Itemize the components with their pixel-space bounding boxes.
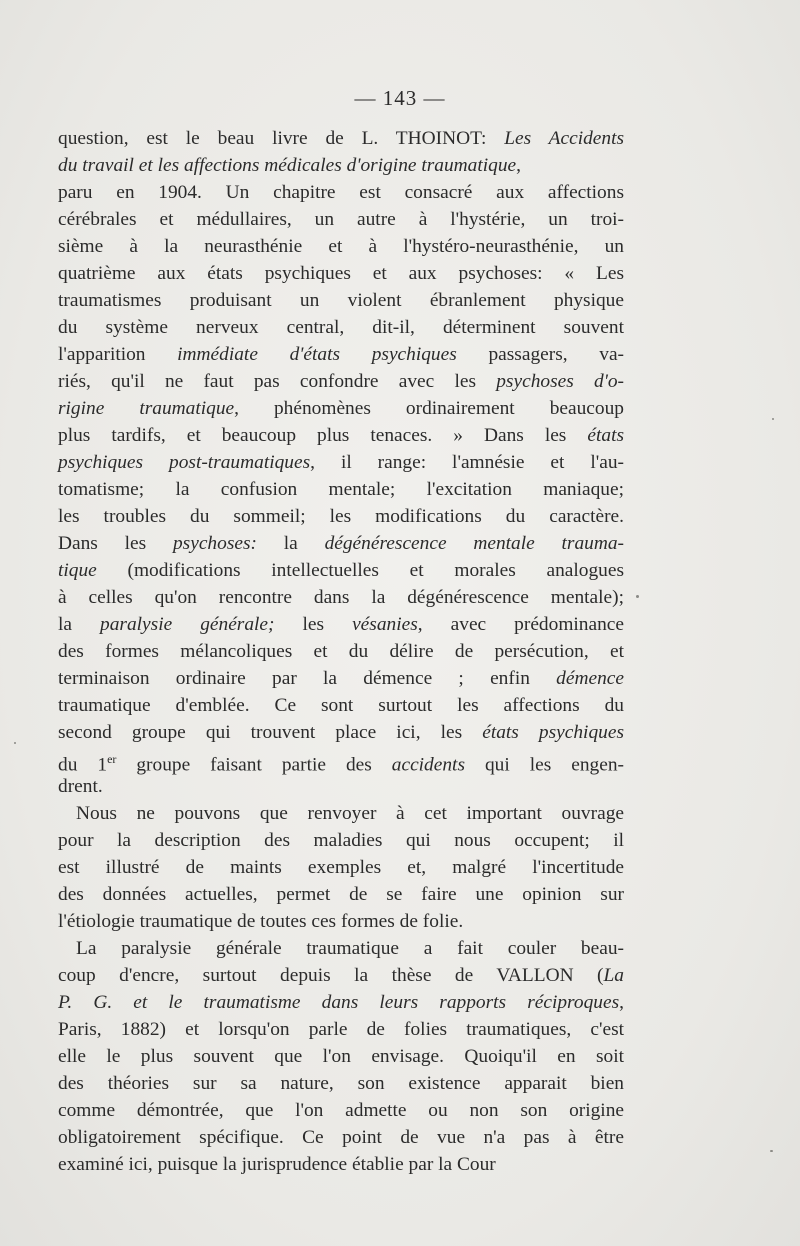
text-line	[58, 530, 624, 557]
text-line	[58, 287, 624, 314]
text-run: Paris, 1882) et lorsqu'on parle de folies traumatiques, c'est	[58, 1019, 624, 1040]
text-line	[58, 989, 624, 1016]
text-line	[58, 233, 624, 260]
text-line	[58, 935, 624, 962]
italic-run: états	[587, 425, 624, 446]
text-run: plus tardifs, et beaucoup plus tenaces. » Dans les	[58, 425, 588, 446]
paper-speck	[14, 742, 16, 744]
text-run: second groupe qui trouvent place ici, les	[58, 722, 483, 743]
text-run: comme démontrée, que l'on admette ou non son origine	[58, 1100, 624, 1121]
italic-run: immédiate d'états psychiques	[177, 344, 457, 365]
text-run: , phénomènes ordinairement beaucoup	[234, 398, 624, 419]
italic-run: dégénérescence mentale trauma-	[324, 533, 624, 554]
text-line	[58, 368, 624, 395]
text-run: cérébrales et médullaires, un autre à l'hystérie, un troi-	[58, 209, 624, 230]
text-line	[58, 773, 624, 800]
text-run: examiné ici, puisque la jurisprudence établie par la Cour	[58, 1154, 496, 1175]
text-line	[58, 395, 624, 422]
text-line	[58, 422, 624, 449]
text-run: elle le plus souvent que l'on envisage. Quoiqu'il en soit	[58, 1046, 624, 1067]
text-run: sième à la neurasthénie et à l'hystéro-neurasthénie, un	[58, 236, 624, 257]
text-run: , il range: l'amnésie et l'au-	[310, 452, 624, 473]
text-run: l'étiologie traumatique de toutes ces formes de folie.	[58, 911, 464, 932]
text-run: Dans les	[58, 533, 173, 554]
text-run: Nous ne pouvons que renvoyer à cet important ouvrage	[76, 803, 624, 824]
paper-speck	[772, 418, 774, 420]
text-run: , avec prédominance	[417, 614, 625, 635]
text-line	[58, 719, 624, 746]
text-run: obligatoirement spécifique. Ce point de vue n'a pas à être	[58, 1127, 624, 1148]
text-run: la	[58, 614, 101, 635]
text-run: à celles qu'on rencontre dans la dégénérescence mentale);	[58, 587, 624, 608]
text-run: La paralysie générale traumatique a fait couler beau-	[76, 938, 624, 959]
italic-run: P. G. et le traumatisme dans leurs rapports réciproques	[58, 992, 620, 1013]
italic-run: démence	[556, 668, 624, 689]
text-run: (modifications intellectuelles et morales analogues	[96, 560, 624, 581]
text-line	[58, 1124, 624, 1151]
text-line	[58, 1097, 624, 1124]
text-line	[58, 179, 624, 206]
text-run: du système nerveux central, dit-il, déterminent souvent	[58, 317, 624, 338]
text-line	[58, 449, 624, 476]
text-line	[58, 1070, 624, 1097]
text-line	[58, 584, 624, 611]
italic-run: vésanies	[352, 614, 418, 635]
text-line	[58, 206, 624, 233]
text-line	[58, 638, 624, 665]
text-line	[58, 827, 624, 854]
text-line	[58, 908, 624, 935]
text-line	[58, 881, 624, 908]
text-run: tomatisme; la confusion mentale; l'excitation maniaque;	[58, 479, 624, 500]
text-line	[58, 557, 624, 584]
text-run: des données actuelles, permet de se faire une opinion sur	[58, 884, 624, 905]
text-line	[58, 260, 624, 287]
italic-run: rigine traumatique	[58, 398, 235, 419]
text-line	[58, 1043, 624, 1070]
text-run: passagers, va-	[456, 344, 625, 365]
text-run: les troubles du sommeil; les modifications du caractère.	[58, 506, 624, 527]
page-number: — 143 —	[354, 86, 446, 110]
text-line	[58, 1151, 624, 1178]
text-run: qui les engen-	[465, 754, 624, 776]
text-line	[58, 746, 624, 776]
italic-run: états psychiques	[482, 722, 624, 743]
text-run: riés, qu'il ne faut pas confondre avec les	[58, 371, 497, 392]
text-run: traumatismes produisant un violent ébranlement physique	[58, 290, 624, 311]
text-run: des formes mélancoliques et du délire de persécution, et	[58, 641, 624, 662]
text-run: du 1	[58, 754, 108, 776]
text-line	[58, 692, 624, 719]
text-line	[58, 962, 624, 989]
text-run: coup d'encre, surtout depuis la thèse de VALLON (	[58, 965, 604, 986]
text-run: paru en 1904. Un chapitre est consacré aux affections	[58, 182, 624, 203]
italic-run: paralysie générale;	[100, 614, 275, 635]
text-run: traumatique d'emblée. Ce sont surtout les affections du	[58, 695, 624, 716]
text-run: l'apparition	[58, 344, 178, 365]
italic-run: Les Accidents	[504, 128, 625, 149]
text-run: question, est le beau livre de L. THOINOT:	[58, 128, 505, 149]
text-run: est illustré de maints exemples et, malgré l'incertitude	[58, 857, 624, 878]
text-line	[58, 341, 624, 368]
text-run: drent.	[58, 776, 103, 797]
text-line	[58, 314, 624, 341]
body-text	[58, 125, 624, 1178]
italic-run: psychiques post-traumatiques	[58, 452, 311, 473]
text-line	[58, 611, 624, 638]
text-line	[58, 1016, 624, 1043]
paper-speck	[770, 1150, 773, 1152]
text-run: quatrième aux états psychiques et aux psychoses: « Les	[58, 263, 624, 284]
text-run: la	[256, 533, 325, 554]
text-run: les	[274, 614, 353, 635]
italic-run: psychoses:	[172, 533, 257, 554]
text-line	[58, 854, 624, 881]
text-run: pour la description des maladies qui nous occupent; il	[58, 830, 624, 851]
text-line	[58, 800, 624, 827]
italic-run: accidents	[391, 754, 465, 776]
text-line	[58, 476, 624, 503]
italic-run: tique	[58, 560, 97, 581]
superscript: er	[107, 752, 117, 766]
text-run: ,	[516, 155, 522, 176]
text-line	[58, 125, 624, 152]
italic-run: La	[603, 965, 624, 986]
paper-speck	[636, 595, 639, 598]
italic-run: du travail et les affections médicales d'origine traumatique	[58, 155, 517, 176]
text-run: groupe faisant partie des	[116, 754, 392, 776]
text-run: ,	[619, 992, 624, 1013]
text-run: des théories sur sa nature, son existence apparait bien	[58, 1073, 624, 1094]
text-line	[58, 665, 624, 692]
text-line	[58, 152, 624, 179]
italic-run: psychoses d'o-	[496, 371, 624, 392]
text-run: terminaison ordinaire par la démence ; enfin	[58, 668, 557, 689]
text-line	[58, 503, 624, 530]
